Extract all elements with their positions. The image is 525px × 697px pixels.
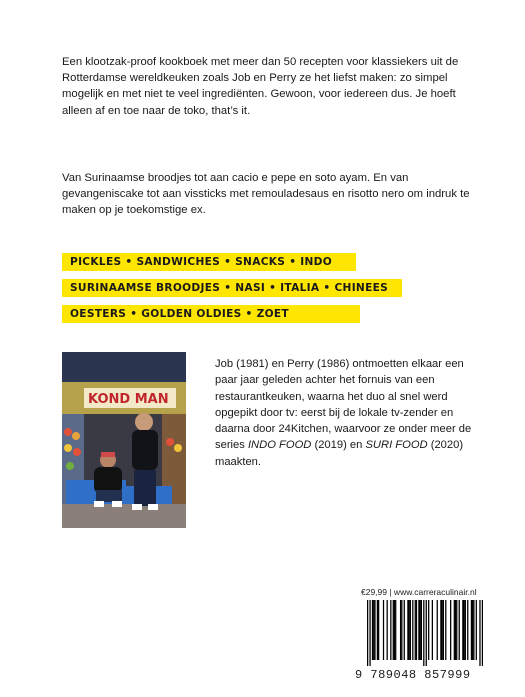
barcode-bar xyxy=(393,600,394,660)
barcode-bar xyxy=(407,600,408,660)
barcode-bar xyxy=(373,600,374,660)
barcode-bar xyxy=(412,600,413,660)
barcode-bar xyxy=(463,600,464,660)
barcode-bar xyxy=(428,600,429,660)
category-bar: OESTERS • GOLDEN OLDIES • ZOET xyxy=(62,305,360,323)
barcode-bar xyxy=(462,600,463,660)
barcode-bar xyxy=(456,600,457,660)
barcode-bar xyxy=(482,600,483,666)
barcode-bar xyxy=(383,600,384,660)
barcode-bar xyxy=(377,600,378,660)
barcode-bar xyxy=(454,600,455,660)
barcode-bar xyxy=(465,600,466,660)
barcode-bar xyxy=(473,600,474,660)
barcode-bar xyxy=(472,600,473,660)
barcode-bar xyxy=(479,600,480,666)
barcode-bar xyxy=(418,600,419,660)
barcode-bar xyxy=(372,600,373,660)
show-title: SURI FOOD xyxy=(365,439,428,452)
barcode-bar xyxy=(421,600,422,660)
barcode-bar xyxy=(432,600,433,660)
isbn-number: 9 789048 857999 xyxy=(355,668,471,682)
barcode-bar xyxy=(395,600,396,660)
barcode-bar xyxy=(374,600,375,660)
authors-bio xyxy=(215,356,480,470)
barcode-bar xyxy=(367,600,368,666)
price-website: €29,99 | www.carreraculinair.nl xyxy=(361,587,477,597)
bio-text: Job (1981) en Perry (1986) ontmoetten elkaar een paar jaar geleden achter het fornuis van een restaurantkeuken, waarna het duo al snel werd opgepikt door tv: eerst bij de lokale tv-zender en daarna door 24Kitchen, waarvoor ze onder meer de series xyxy=(215,358,472,452)
barcode-bar xyxy=(390,600,391,660)
barcode-bar xyxy=(394,600,395,660)
barcode-bar xyxy=(426,600,427,666)
barcode-bar xyxy=(400,600,401,660)
barcode-bar xyxy=(415,600,416,660)
barcode-bar xyxy=(401,600,402,660)
show-title: INDO FOOD xyxy=(247,439,312,452)
barcode-bar xyxy=(423,600,424,666)
barcode-bar xyxy=(443,600,444,660)
barcode-bar xyxy=(455,600,456,660)
barcode-bar xyxy=(369,600,370,666)
barcode-bar xyxy=(445,600,446,660)
intro-paragraph-2: Van Surinaamse broodjes tot aan cacio e pepe en soto ayam. En van gevangeniscake tot aan vissticks met remouladesaus en risotto nero om indruk te maken op je toekomstige ex. xyxy=(62,172,470,217)
barcode-bar xyxy=(476,600,477,660)
barcode-bar xyxy=(378,600,379,660)
barcode-bar xyxy=(450,600,451,660)
barcode-bar xyxy=(441,600,442,660)
barcode-bar xyxy=(440,600,441,660)
barcode-bar xyxy=(409,600,410,660)
barcode-bar xyxy=(416,600,417,660)
barcode-bar xyxy=(467,600,468,660)
barcode-bar xyxy=(387,600,388,660)
barcode-bar xyxy=(420,600,421,660)
intro-paragraph-1: Een klootzak-proof kookboek met meer dan 50 recepten voor klassiekers uit de Rotterdamse wereldkeuken zoals Job en Perry ze het liefst maken: zo simpel mogelijk en met niet te veel ingrediënten. Gewoon, voor iedereen dus. Je hoeft alleen af en toe naar de toko, that’s it. xyxy=(62,56,459,117)
category-bars xyxy=(62,252,482,330)
barcode-bar xyxy=(459,600,460,660)
barcode-bar xyxy=(471,600,472,660)
barcode-bar xyxy=(437,600,438,660)
bio-text: (2020) maakten. xyxy=(215,439,464,468)
category-bar: SURINAAMSE BROODJES • NASI • ITALIA • CHINEES xyxy=(62,279,402,297)
category-bar: PICKLES • SANDWICHES • SNACKS • INDO xyxy=(62,253,356,271)
barcode-bar xyxy=(404,600,405,660)
barcode-bar xyxy=(410,600,411,660)
bio-text: (2019) en xyxy=(311,439,366,452)
authors-photo xyxy=(62,352,186,528)
shop-sign-text: KOND MAN xyxy=(88,392,169,407)
